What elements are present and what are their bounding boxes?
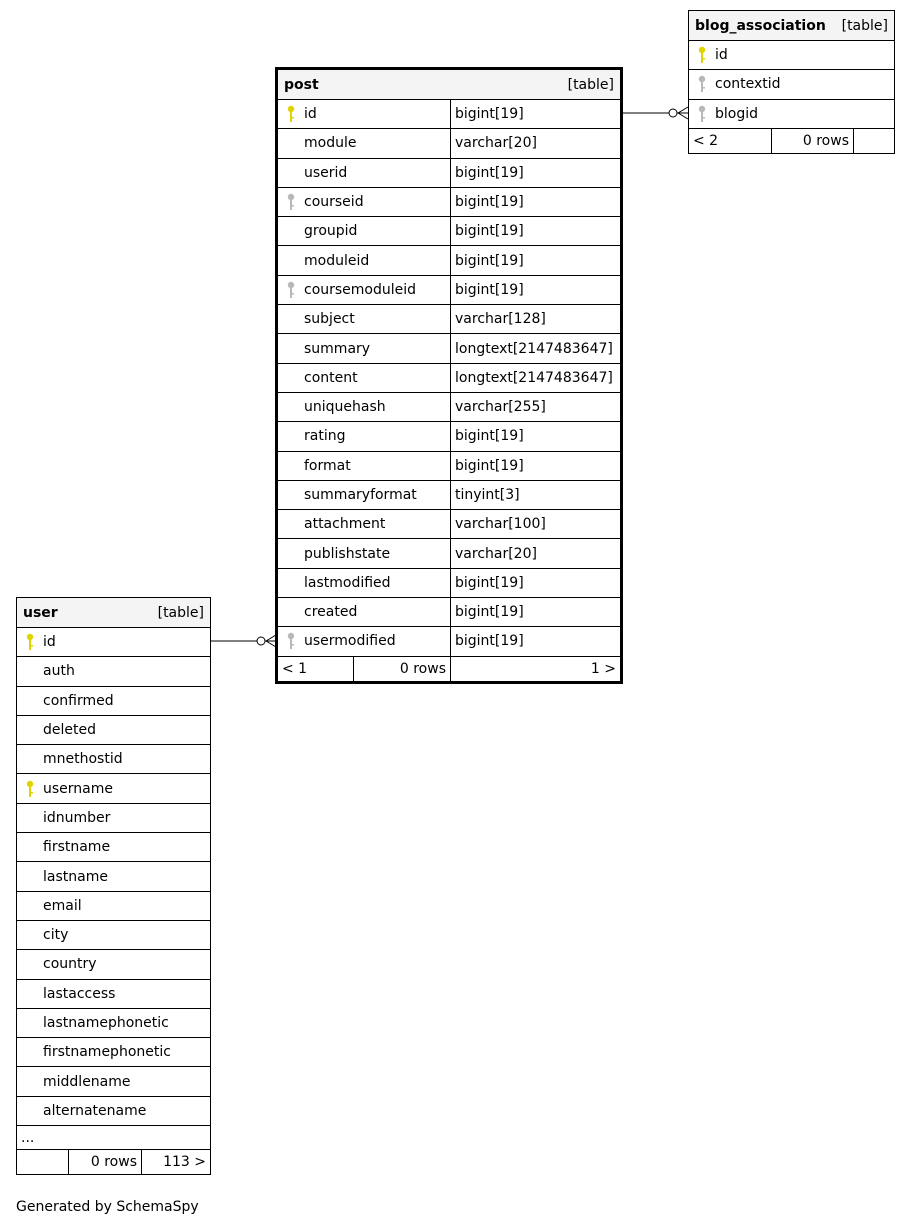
column-row[interactable] bbox=[17, 745, 210, 774]
column-row[interactable] bbox=[278, 129, 620, 158]
column-name: attachment bbox=[304, 516, 386, 533]
column-name: summaryformat bbox=[304, 487, 417, 503]
column-row[interactable] bbox=[689, 70, 894, 99]
table-name: user bbox=[23, 604, 58, 621]
column-row[interactable] bbox=[278, 481, 620, 510]
column-name: username bbox=[43, 780, 113, 797]
primary-key-icon bbox=[17, 780, 43, 798]
column-row[interactable] bbox=[278, 217, 620, 246]
column-type: varchar[100] bbox=[450, 510, 620, 538]
children-link[interactable]: 113 > bbox=[141, 1150, 210, 1174]
column-row[interactable] bbox=[278, 188, 620, 217]
column-row[interactable] bbox=[17, 1038, 210, 1067]
column-row[interactable] bbox=[17, 1009, 210, 1038]
column-type: bigint[19] bbox=[450, 159, 620, 187]
column-type: bigint[19] bbox=[450, 217, 620, 245]
table-blog-association[interactable] bbox=[688, 10, 895, 154]
parents-link[interactable]: < 2 bbox=[693, 132, 719, 149]
column-row[interactable] bbox=[278, 246, 620, 275]
column-type: varchar[20] bbox=[450, 129, 620, 157]
column-type: longtext[2147483647] bbox=[450, 334, 620, 362]
generated-by-label: Generated by SchemaSpy bbox=[16, 1199, 199, 1215]
column-row[interactable] bbox=[17, 774, 210, 803]
children-link[interactable] bbox=[853, 129, 894, 153]
column-type: longtext[2147483647] bbox=[450, 364, 620, 392]
column-row[interactable] bbox=[17, 1067, 210, 1096]
parents-link[interactable]: < 1 bbox=[282, 660, 308, 677]
column-type: bigint[19] bbox=[450, 100, 620, 128]
column-name: summary bbox=[304, 340, 371, 357]
column-name: auth bbox=[43, 663, 75, 680]
table-footer bbox=[278, 657, 620, 681]
table-user[interactable] bbox=[16, 597, 211, 1175]
foreign-key-icon bbox=[278, 281, 304, 299]
row-count: 0 rows bbox=[68, 1150, 141, 1174]
column-name: coursemoduleid bbox=[304, 281, 417, 298]
children-link[interactable]: 1 > bbox=[450, 657, 620, 681]
column-type: bigint[19] bbox=[450, 422, 620, 450]
row-count: 0 rows bbox=[771, 129, 853, 153]
foreign-key-icon bbox=[278, 193, 304, 211]
column-name: country bbox=[43, 956, 97, 973]
column-type: varchar[255] bbox=[450, 393, 620, 421]
column-row[interactable] bbox=[17, 716, 210, 745]
column-type: bigint[19] bbox=[450, 188, 620, 216]
column-name: subject bbox=[304, 311, 355, 328]
column-name: contextid bbox=[715, 76, 781, 93]
column-type: varchar[20] bbox=[450, 539, 620, 567]
column-name: module bbox=[304, 135, 357, 152]
column-row[interactable] bbox=[17, 657, 210, 686]
column-row[interactable] bbox=[278, 334, 620, 363]
column-name: email bbox=[43, 897, 82, 914]
column-name: moduleid bbox=[304, 252, 370, 269]
column-row[interactable] bbox=[278, 422, 620, 451]
column-name: userid bbox=[304, 164, 348, 181]
column-name: created bbox=[304, 604, 358, 621]
table-header bbox=[689, 11, 894, 41]
column-type: bigint[19] bbox=[450, 452, 620, 480]
column-type: bigint[19] bbox=[450, 276, 620, 304]
column-name: middlename bbox=[43, 1073, 131, 1090]
primary-key-icon bbox=[17, 633, 43, 651]
column-type: bigint[19] bbox=[450, 569, 620, 597]
column-name: id bbox=[304, 106, 317, 123]
column-type: tinyint[3] bbox=[450, 481, 620, 509]
column-name: content bbox=[304, 369, 358, 386]
column-row[interactable] bbox=[278, 305, 620, 334]
table-post[interactable] bbox=[275, 67, 623, 684]
column-name: city bbox=[43, 927, 69, 944]
column-name: alternatename bbox=[43, 1102, 147, 1119]
foreign-key-icon bbox=[689, 105, 715, 123]
foreign-key-icon bbox=[278, 632, 304, 650]
primary-key-icon bbox=[278, 105, 304, 123]
column-row[interactable] bbox=[17, 833, 210, 862]
row-count: 0 rows bbox=[353, 657, 450, 681]
column-name: usermodified bbox=[304, 633, 396, 650]
column-name: mnethostid bbox=[43, 751, 123, 768]
column-row[interactable] bbox=[278, 452, 620, 481]
column-name: confirmed bbox=[43, 692, 114, 709]
column-row[interactable] bbox=[689, 100, 894, 129]
table-footer bbox=[689, 129, 894, 153]
column-row[interactable] bbox=[278, 276, 620, 305]
column-type: bigint[19] bbox=[450, 627, 620, 655]
parents-link[interactable] bbox=[17, 1150, 68, 1174]
table-name: post bbox=[284, 76, 319, 93]
column-row[interactable] bbox=[278, 364, 620, 393]
column-name: courseid bbox=[304, 194, 364, 211]
column-type: bigint[19] bbox=[450, 246, 620, 274]
column-name: rating bbox=[304, 428, 346, 445]
column-name: firstname bbox=[43, 839, 111, 856]
column-row[interactable] bbox=[17, 921, 210, 950]
primary-key-icon bbox=[689, 46, 715, 64]
column-name: lastnamephonetic bbox=[43, 1015, 169, 1031]
column-row[interactable] bbox=[278, 393, 620, 422]
column-row[interactable] bbox=[278, 539, 620, 568]
table-type: [table] bbox=[157, 604, 204, 621]
column-row[interactable] bbox=[689, 41, 894, 70]
column-row[interactable] bbox=[17, 862, 210, 891]
more-columns-ellipsis: ... bbox=[17, 1126, 210, 1150]
column-row[interactable] bbox=[17, 892, 210, 921]
column-name: groupid bbox=[304, 223, 358, 240]
column-row[interactable] bbox=[278, 159, 620, 188]
column-name: uniquehash bbox=[304, 399, 386, 416]
column-name: blogid bbox=[715, 105, 759, 122]
column-name: publishstate bbox=[304, 545, 391, 562]
column-row[interactable] bbox=[278, 569, 620, 598]
table-type: [table] bbox=[841, 17, 888, 34]
column-row[interactable] bbox=[17, 628, 210, 657]
column-name: deleted bbox=[43, 722, 96, 739]
column-row[interactable] bbox=[17, 980, 210, 1009]
column-name: firstnamephonetic bbox=[43, 1044, 171, 1061]
column-row[interactable] bbox=[17, 687, 210, 716]
column-row[interactable] bbox=[17, 1097, 210, 1126]
column-name: format bbox=[304, 457, 351, 474]
table-type: [table] bbox=[567, 76, 614, 93]
table-footer bbox=[17, 1150, 210, 1174]
table-header bbox=[278, 70, 620, 100]
column-name: lastaccess bbox=[43, 985, 116, 1002]
table-name: blog_association bbox=[695, 17, 826, 34]
column-name: id bbox=[43, 634, 56, 651]
column-name: lastmodified bbox=[304, 574, 391, 591]
column-row[interactable] bbox=[278, 627, 620, 656]
column-row[interactable] bbox=[17, 950, 210, 979]
table-header bbox=[17, 598, 210, 628]
column-row[interactable] bbox=[278, 598, 620, 627]
column-name: id bbox=[715, 47, 728, 64]
column-name: lastname bbox=[43, 868, 108, 885]
column-name: idnumber bbox=[43, 809, 111, 826]
column-type: bigint[19] bbox=[450, 598, 620, 626]
foreign-key-icon bbox=[689, 75, 715, 93]
column-row[interactable] bbox=[17, 804, 210, 833]
column-type: varchar[128] bbox=[450, 305, 620, 333]
column-row[interactable] bbox=[278, 100, 620, 129]
column-row[interactable] bbox=[278, 510, 620, 539]
